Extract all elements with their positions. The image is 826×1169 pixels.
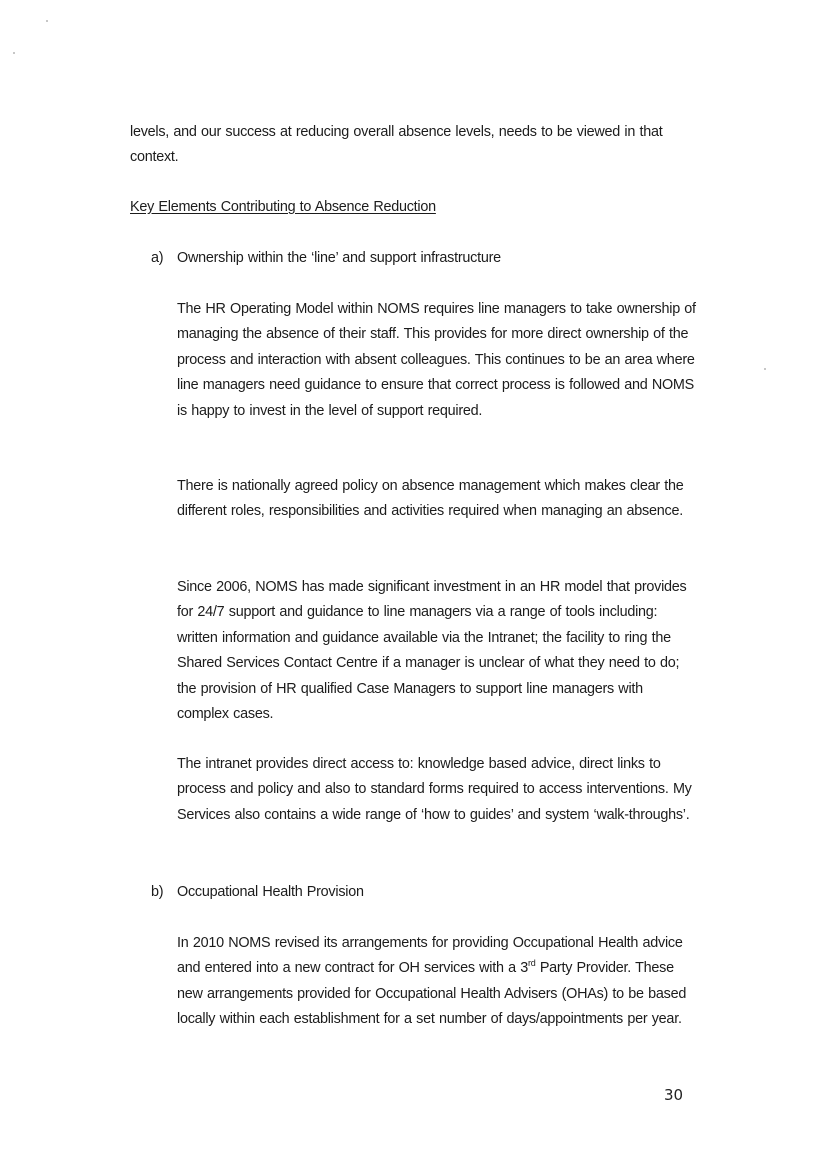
ordinal-superscript: rd <box>527 958 536 969</box>
section-b-marker: b) <box>151 884 164 900</box>
section-a-paragraph-3: Since 2006, NOMS has made significant investment in an HR model that provides for 24/7 support and guidance to line managers via a range of tools including: written information and guidance available via the Intranet; the facility to ring the Shared Services Contact Centre if a manager is unclear of what they need to do; the provision of HR qualified Case Managers to support line managers with complex cases. <box>177 579 687 723</box>
section-a-paragraph-2: There is nationally agreed policy on absence management which makes clear the different roles, responsibilities and activities required when managing an absence. <box>177 478 684 520</box>
section-a-paragraph-1: The HR Operating Model within NOMS requires line managers to take ownership of managing the absence of their staff. This provides for more direct ownership of the process and interaction with absent colleagues. This continues to be an area where line managers need guidance to ensure that correct process is followed and NOMS is happy to invest in the level of support required. <box>177 301 696 419</box>
section-a-title-text: Ownership within the ‘line’ and support infrastructure <box>177 250 501 266</box>
section-a-marker: a) <box>151 250 164 266</box>
section-b-title <box>151 880 691 905</box>
section-b-paragraph-text: In 2010 NOMS revised its arrangements for providing Occupational Health advice and entered into a new contract for OH services with a 3 <box>177 935 683 977</box>
section-b-paragraph <box>177 931 697 1033</box>
section-a-paragraph-4: The intranet provides direct access to: knowledge based advice, direct links to process and policy and also to standard forms required to access interventions. My Services also contains a wide range of ‘how to guides’ and system ‘walk-throughs’. <box>177 756 692 823</box>
scan-speck <box>46 20 48 22</box>
section-a-title <box>151 246 691 271</box>
section-b-paragraph-text-cont: Party Provider. These new arrangements provided for Occupational Health Advisers (OHAs) to be based locally within each establishment for a set number of days/appointments per year. <box>177 960 687 1028</box>
section-b-title-text: Occupational Health Provision <box>177 884 364 900</box>
scan-speck <box>764 368 766 370</box>
section-heading: Key Elements Contributing to Absence Reduction <box>130 199 436 215</box>
intro-paragraph: levels, and our success at reducing overall absence levels, needs to be viewed in that context. <box>130 124 663 166</box>
page-number: 30 <box>664 1086 684 1104</box>
scan-speck <box>13 52 15 54</box>
